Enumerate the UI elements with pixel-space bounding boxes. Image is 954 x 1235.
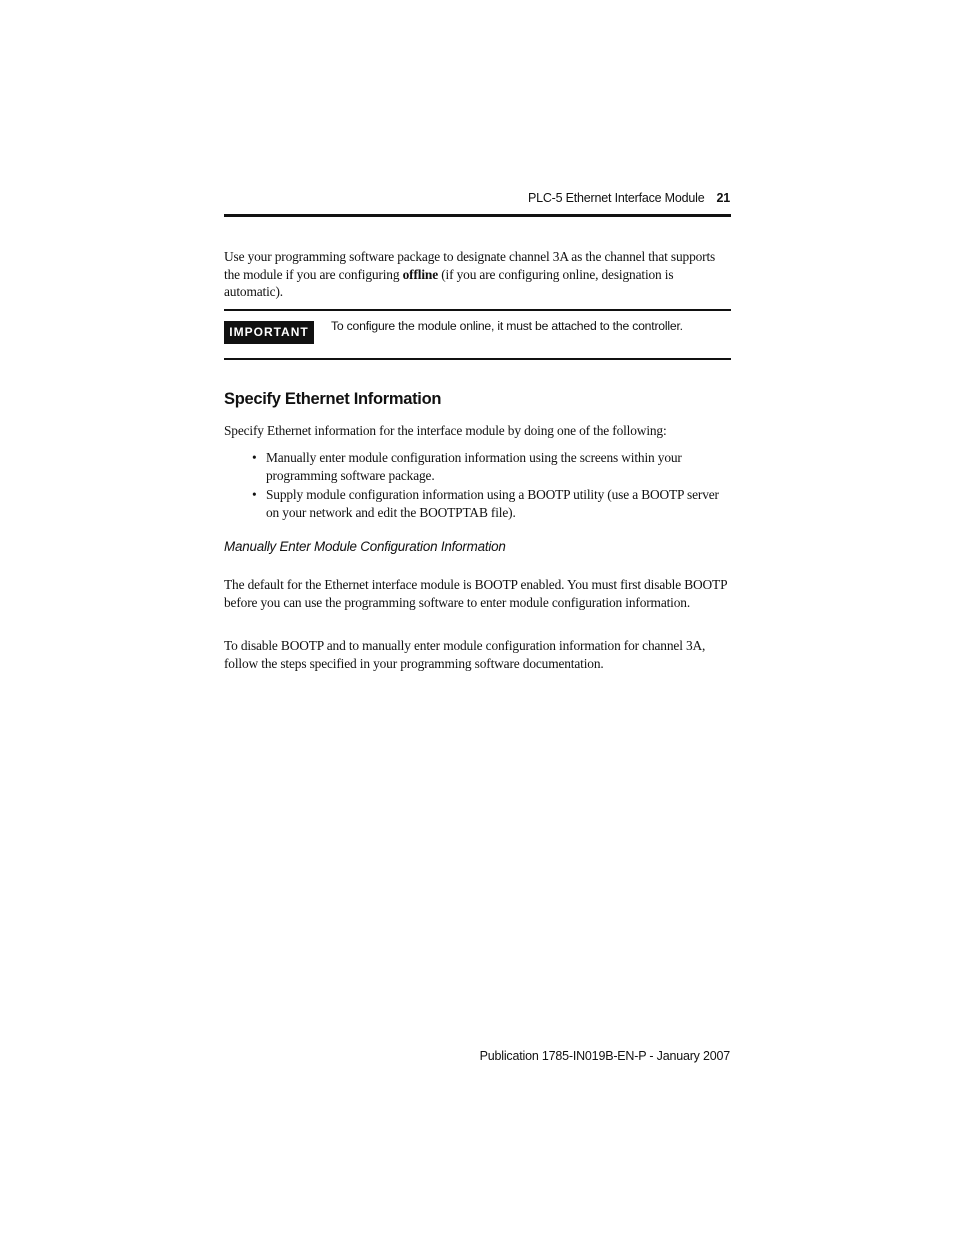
subsection-heading: Manually Enter Module Configuration Information xyxy=(224,539,506,554)
bullet-list xyxy=(224,449,734,523)
page-number: 21 xyxy=(716,191,730,205)
important-label: IMPORTANT xyxy=(224,321,314,344)
important-rule-top xyxy=(224,309,731,311)
section-heading: Specify Ethernet Information xyxy=(224,390,442,408)
bullet-icon: • xyxy=(252,487,257,502)
intro-bold-word: offline xyxy=(402,266,439,282)
list-item xyxy=(224,449,734,484)
subsection-paragraph: The default for the Ethernet interface module is BOOTP enabled. You must first disable BOOTP before you can use the programming software to enter module configuration information. xyxy=(224,577,727,610)
header-title: PLC-5 Ethernet Interface Module xyxy=(527,191,705,205)
running-header xyxy=(224,191,730,211)
intro-text-end: (if you are configuring online, designation is automatic). xyxy=(224,266,674,299)
list-item-text: Supply module configuration information using a BOOTP utility (use a BOOTP server on your network and edit the BOOTPTAB file). xyxy=(266,487,719,520)
important-text: To configure the module online, it must be attached to the controller. xyxy=(331,319,683,333)
publication-footer: Publication 1785-IN019B-EN-P - January 2007 xyxy=(479,1049,730,1063)
list-item xyxy=(224,486,734,521)
intro-text-start: Use your programming software package to designate channel 3A as the channel that supports the module if you are configuring xyxy=(224,249,716,282)
list-item-text: Manually enter module configuration information using the screens within your programming software package. xyxy=(266,450,682,483)
bullet-icon: • xyxy=(252,450,257,465)
header-rule xyxy=(224,214,731,217)
important-note xyxy=(224,309,731,360)
intro-paragraph xyxy=(224,248,734,301)
section-intro: Specify Ethernet information for the interface module by doing one of the following: xyxy=(224,423,667,438)
subsection-paragraph: To disable BOOTP and to manually enter module configuration information for channel 3A, follow the steps specified in your programming software documentation. xyxy=(224,638,706,671)
important-rule-bottom xyxy=(224,358,731,360)
